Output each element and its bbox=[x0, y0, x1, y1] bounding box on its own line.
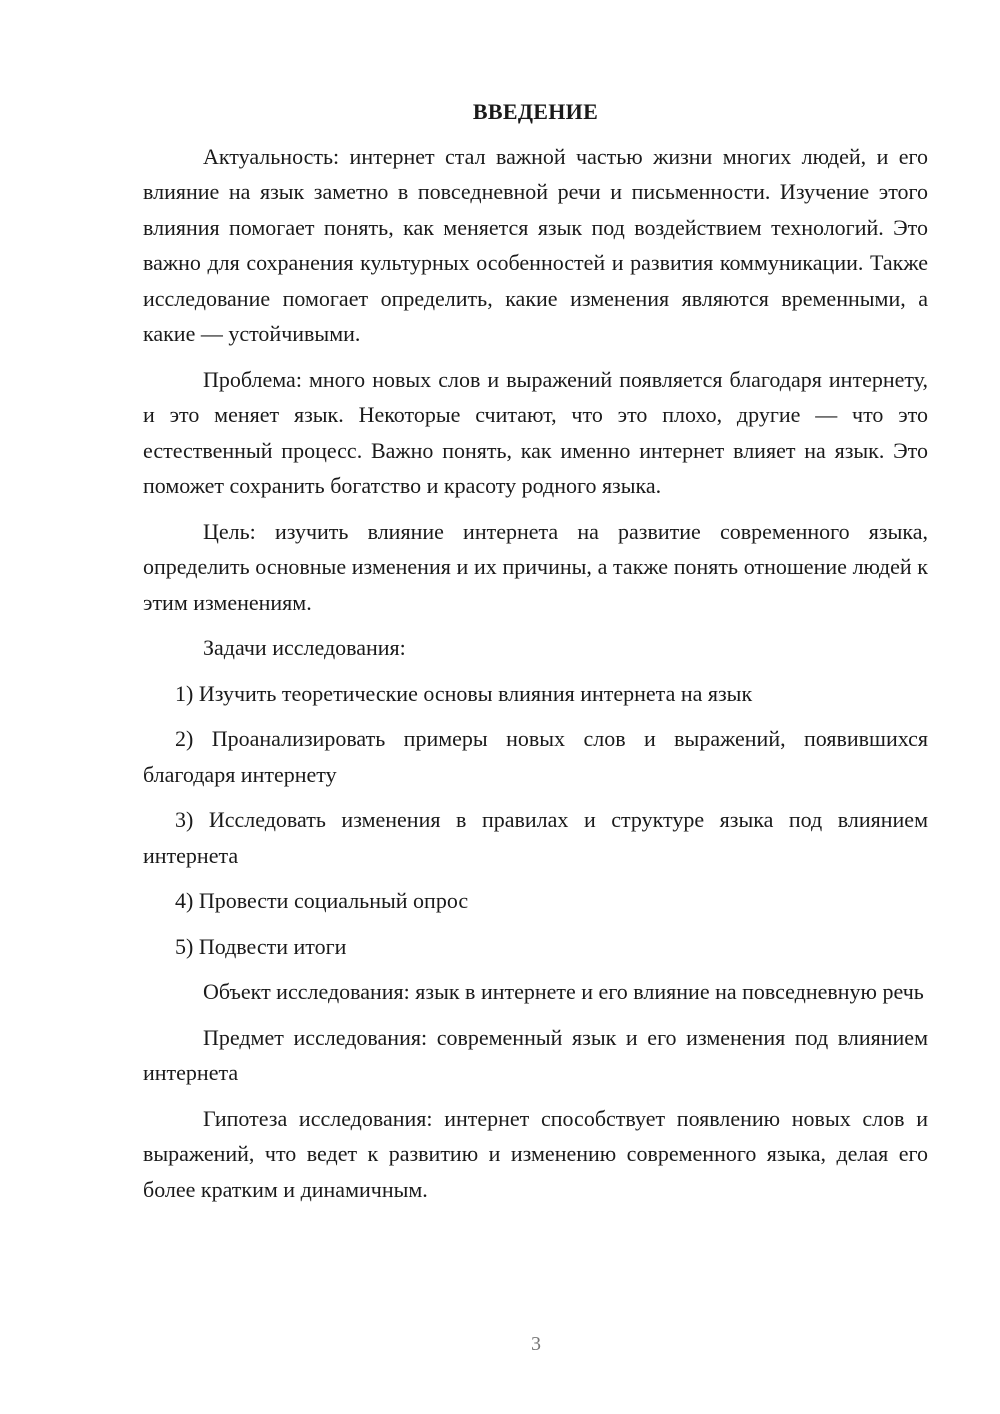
task-item: 4) Провести социальный опрос bbox=[175, 888, 469, 913]
page-content bbox=[143, 94, 928, 1217]
hypothesis-paragraph: Гипотеза исследования: интернет способствует появлению новых слов и выражений, что ведет к развитию и изменению современного языка, делая его более кратким и динамичным. bbox=[143, 1105, 928, 1202]
tasks-heading: Задачи исследования: bbox=[203, 635, 406, 660]
task-item: 2) Проанализировать примеры новых слов и выражений, появившихся благодаря интернету bbox=[143, 726, 928, 787]
task-item: 5) Подвести итоги bbox=[175, 933, 347, 959]
section-heading: ВВЕДЕНИЕ bbox=[472, 99, 599, 124]
goal-paragraph: Цель: изучить влияние интернета на развитие современного языка, определить основные изменения и их причины, а также понять отношение людей к этим изменениям. bbox=[143, 518, 928, 615]
relevance-paragraph: Актуальность: интернет стал важной частью жизни многих людей, и его влияние на язык заметно в повседневной речи и письменности. Изучение этого влияния помогает понять, как меняется язык под воздействием технологий. Это важно для сохранения культурных особенностей и развития коммуникации. Также исследование помогает определить, какие изменения являются временными, а какие — устойчивыми. bbox=[143, 143, 928, 346]
task-item: 3) Исследовать изменения в правилах и структуре языка под влиянием интернета bbox=[143, 807, 928, 868]
problem-paragraph: Проблема: много новых слов и выражений появляется благодаря интернету, и это меняет язык. Некоторые считают, что это плохо, другие — что это естественный процесс. Важно понять, как именно интернет влияет на язык. Это поможет сохранить богатство и красоту родного языка. bbox=[143, 366, 928, 498]
object-paragraph: Объект исследования: язык в интернете и его влияние на повседневную речь bbox=[203, 979, 924, 1004]
task-item: 1) Изучить теоретические основы влияния интернета на язык bbox=[175, 680, 753, 706]
page-number: 3 bbox=[531, 1333, 541, 1355]
subject-paragraph: Предмет исследования: современный язык и его изменения под влиянием интернета bbox=[143, 1024, 928, 1085]
